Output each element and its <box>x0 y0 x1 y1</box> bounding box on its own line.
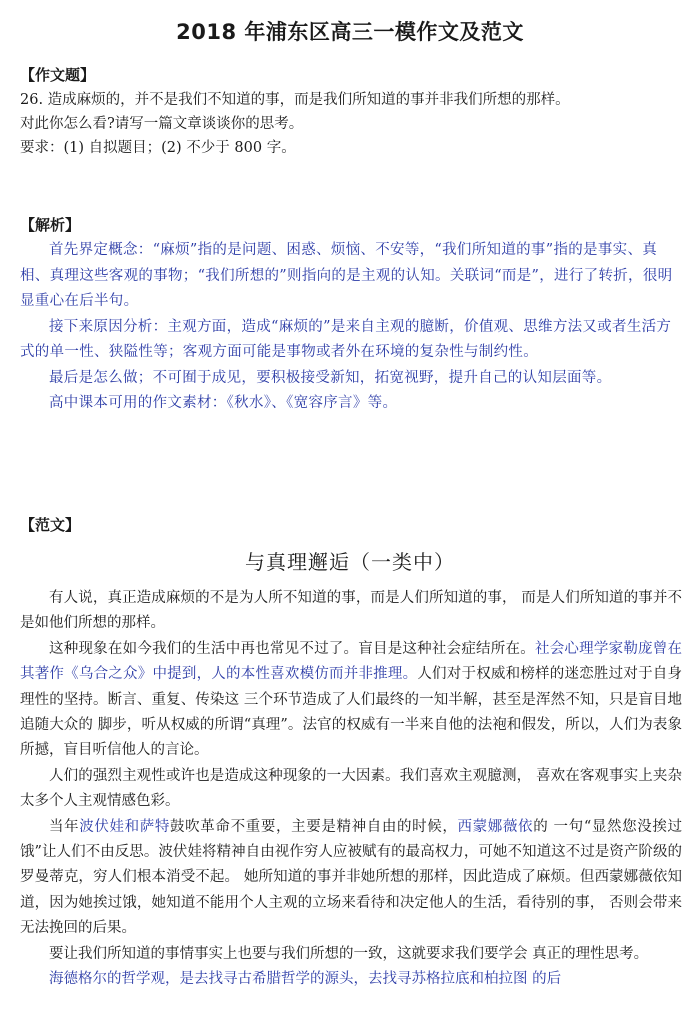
essay-para-3: 人们的强烈主观性或许也是造成这种现象的一大因素。我们喜欢主观臆测， 喜欢在客观事实上夹杂太多个人主观情感色彩。 <box>20 767 682 810</box>
essay-para-1: 有人说，真正造成麻烦的不是为人所不知道的事，而是人们所知道的事， 而是人们所知道的事并不是如他们所想的那样。 <box>20 590 682 632</box>
essay-para-2-end: 人们对于权威和榜样的迷恋胜过对于自身理性的坚持。断言、重复、传染这 三个环节造成了人们最终的一知半解，甚至是浑然不知，只是盲目地追随大众的 脚步，听从权威的所谓“真理”。法官的权威有一半来自他的法袍和假发，所以，人们为表象所撼，盲目听信他人的言论。 <box>20 666 682 759</box>
essay-para-4-name-2: 西蒙娜薇依 <box>457 818 534 835</box>
prompt-line-3: 要求：(1) 自拟题目；(2) 不少于 800 字。 <box>20 140 296 156</box>
essay-para-4-c: 鼓吹革命不重要，主要是精神自由的时候， <box>170 818 458 835</box>
prompt-block <box>20 88 682 160</box>
analysis-heading: 【解析】 <box>20 216 81 234</box>
analysis-para-4: 高中课本可用的作文素材：《秋水》、《宽容序言》等。 <box>49 395 398 411</box>
essay-para-2-highlight: 社会心理学家勒庞曾在其著作《乌合之众》中提到，人的本性喜欢模仿而并非推理。 <box>20 640 683 683</box>
analysis-para-2: 接下来原因分析：主观方面，造成“麻烦的”是来自主观的臆断，价值观、思维方法又或者生活方式的单一性、狭隘性等；客观方面可能是事物或者外在环境的复杂性与制约性。 <box>20 318 672 360</box>
essay-para-6: 海德格尔的哲学观，是去找寻古希腊哲学的源头，去找寻苏格拉底和柏拉图 的后 <box>49 971 562 988</box>
essay-para-4-e: 的 一句“显然您没挨过饿”让人们不由反思。波伏娃将精神自由视作穷人应被赋有的最高权力，可她不知道这不过是资产阶级的罗曼蒂克，穷人们根本消受不起。 她所知道的事并非她所想的那样，因此造成了麻烦。但西蒙娜薇依知道，因为她挨过饿，她知道不能用个人主观的立场来看待和决定他人的生活，看待别的事， 否则会带来无法挽回的后果。 <box>20 818 683 937</box>
document-title: 2018 年浦东区高三一模作文及范文 <box>176 20 524 44</box>
essay-para-5: 要让我们所知道的事情事实上也要与我们所想的一致，这就要求我们要学会 真正的理性思考。 <box>49 945 649 962</box>
essay-para-4 <box>20 815 682 942</box>
prompt-line-1: 26. 造成麻烦的，并不是我们不知道的事，而是我们所知道的事并非我们所想的那样。 <box>20 92 570 108</box>
prompt-heading: 【作文题】 <box>20 66 96 84</box>
analysis-para-1: 首先界定概念：“麻烦”指的是问题、困惑、烦恼、不安等，“我们所知道的事”指的是事实、真相、真理这些客观的事物；“我们所想的”则指向的是主观的认知。关联词“而是”，进行了转折，很明显重心在后半句。 <box>20 242 673 309</box>
essay-para-4-name-1: 波伏娃和萨特 <box>79 818 171 835</box>
essay-para-4-a: 当年 <box>49 818 80 835</box>
essay-body <box>20 586 682 993</box>
essay-para-2 <box>20 637 682 764</box>
prompt-line-2: 对此你怎么看?请写一篇文章谈谈你的思考。 <box>20 116 304 132</box>
essay-title: 与真理邂逅（一类中） <box>245 550 455 574</box>
analysis-block <box>20 238 682 417</box>
essay-heading: 【范文】 <box>20 516 81 534</box>
essay-para-2-start: 这种现象在如今我们的生活中再也常见不过了。盲目是这种社会症结所在。 <box>49 640 535 657</box>
analysis-para-3: 最后是怎么做；不可囿于成见，要积极接受新知，拓宽视野，提升自己的认知层面等。 <box>49 369 612 386</box>
